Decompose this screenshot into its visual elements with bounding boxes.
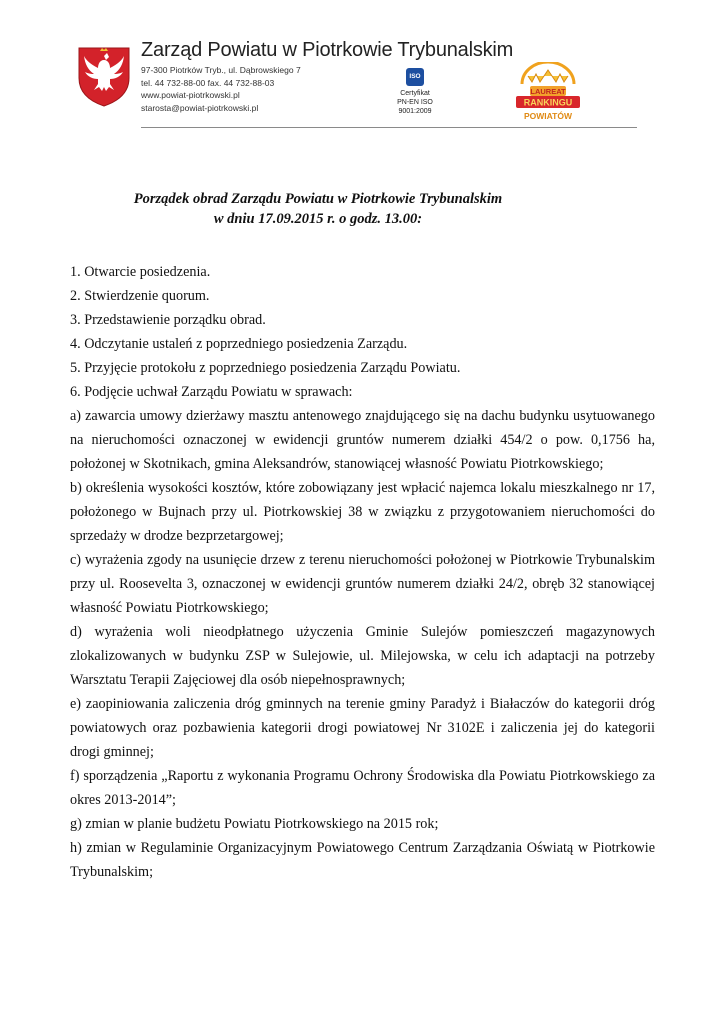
agenda-subitem-f: f) sporządzenia „Raportu z wykonania Programu Ochrony Środowiska dla Powiatu Piotrkowskiego za okres 2013-2014”;	[70, 768, 655, 808]
organization-title: Zarząd Powiatu w Piotrkowie Trybunalskim	[141, 39, 514, 61]
agenda-subitem-e: e) zaopiniowania zaliczenia dróg gminnych na terenie gminy Paradyż i Białaczów do kategorii dróg powiatowych oraz pozbawienia kategorii drogi powiatowej Nr 3102E i zaliczenia jej do kategorii drogi gminnej;	[70, 696, 655, 760]
laureat-rankingu-badge-icon	[506, 62, 590, 124]
agenda-subitem-g: g) zmian w planie budżetu Powiatu Piotrkowskiego na 2015 rok;	[70, 816, 439, 832]
laureat-bottom-text: POWIATÓW	[524, 111, 572, 121]
phone-fax: tel. 44 732-88-00 fax. 44 732-88-03	[141, 77, 275, 88]
agenda-subitem-b: b) określenia wysokości kosztów, które zobowiązany jest wpłacić najemca lokalu mieszkalnego nr 17, położonego w Bujnach przy ul. Piotrkowskiej 38 w związku z przygotowaniem nieruchomości do sprzedaży w drodze bezprzetargowej;	[70, 480, 655, 544]
contact-block	[141, 64, 301, 114]
agenda-title-line-1: Porządek obrad Zarządu Powiatu w Piotrkowie Trybunalskim	[133, 191, 503, 207]
iso-badge-icon: ISO	[406, 68, 424, 86]
laureat-top-text: LAUREAT	[530, 87, 566, 96]
coat-of-arms-icon	[76, 44, 132, 108]
agenda-item-5: 5. Przyjęcie protokołu z poprzedniego posiedzenia Zarządu Powiatu.	[70, 360, 461, 376]
agenda-item-6: 6. Podjęcie uchwał Zarządu Powiatu w sprawach:	[70, 384, 353, 400]
agenda-subitem-d: d) wyrażenia woli nieodpłatnego użyczenia Gminie Sulejów pomieszczeń magazynowych zlokalizowanych w budynku ZSP w Sulejowie, ul. Milejowska, w celu ich adaptacji na potrzeby Warsztatu Terapii Zajęciowej dla osób niepełnosprawnych;	[70, 624, 655, 688]
agenda-subitem-c: c) wyrażenia zgody na usunięcie drzew z terenu nieruchomości położonej w Piotrkowie Trybunalskim przy ul. Roosevelta 3, oznaczonej w ewidencji gruntów numerem działki 24/2, obręb 32 stanowiącej własność Powiatu Piotrkowskiego;	[70, 552, 655, 616]
iso-line-2: PN-EN ISO	[397, 99, 433, 106]
agenda-item-1: 1. Otwarcie posiedzenia.	[70, 264, 211, 280]
agenda-item-4: 4. Odczytanie ustaleń z poprzedniego posiedzenia Zarządu.	[70, 336, 408, 352]
address: 97-300 Piotrków Tryb., ul. Dąbrowskiego 7	[141, 65, 301, 75]
iso-certificate	[392, 68, 438, 116]
agenda-item-3: 3. Przedstawienie porządku obrad.	[70, 312, 266, 328]
email-link[interactable]: starosta@powiat-piotrkowski.pl	[141, 102, 259, 113]
laureat-middle-text: RANKINGU	[523, 97, 573, 108]
iso-line-3: 9001:2009	[398, 108, 432, 115]
agenda-heading	[0, 189, 636, 229]
iso-line-1: Certyfikat	[400, 90, 430, 97]
agenda-item-2: 2. Stwierdzenie quorum.	[70, 288, 210, 304]
agenda-subitem-h: h) zmian w Regulaminie Organizacyjnym Powiatowego Centrum Zarządzania Oświatą w Piotrkowie Trybunalskim;	[70, 840, 655, 880]
agenda-list	[70, 260, 655, 884]
agenda-subitem-a: a) zawarcia umowy dzierżawy masztu antenowego znajdującego się na dachu budynku usytuowanego na nieruchomości oznaczonej w ewidencji gruntów numerem działki 454/2 o pow. 0,1756 ha, położonej w Skotnikach, gmina Aleksandrów, stanowiącej własność Powiatu Piotrkowskiego;	[70, 408, 655, 472]
website-link[interactable]: www.powiat-piotrkowski.pl	[141, 90, 240, 100]
header-divider	[141, 127, 637, 128]
agenda-title-line-2: w dniu 17.09.2015 r. o godz. 13.00:	[213, 211, 423, 227]
